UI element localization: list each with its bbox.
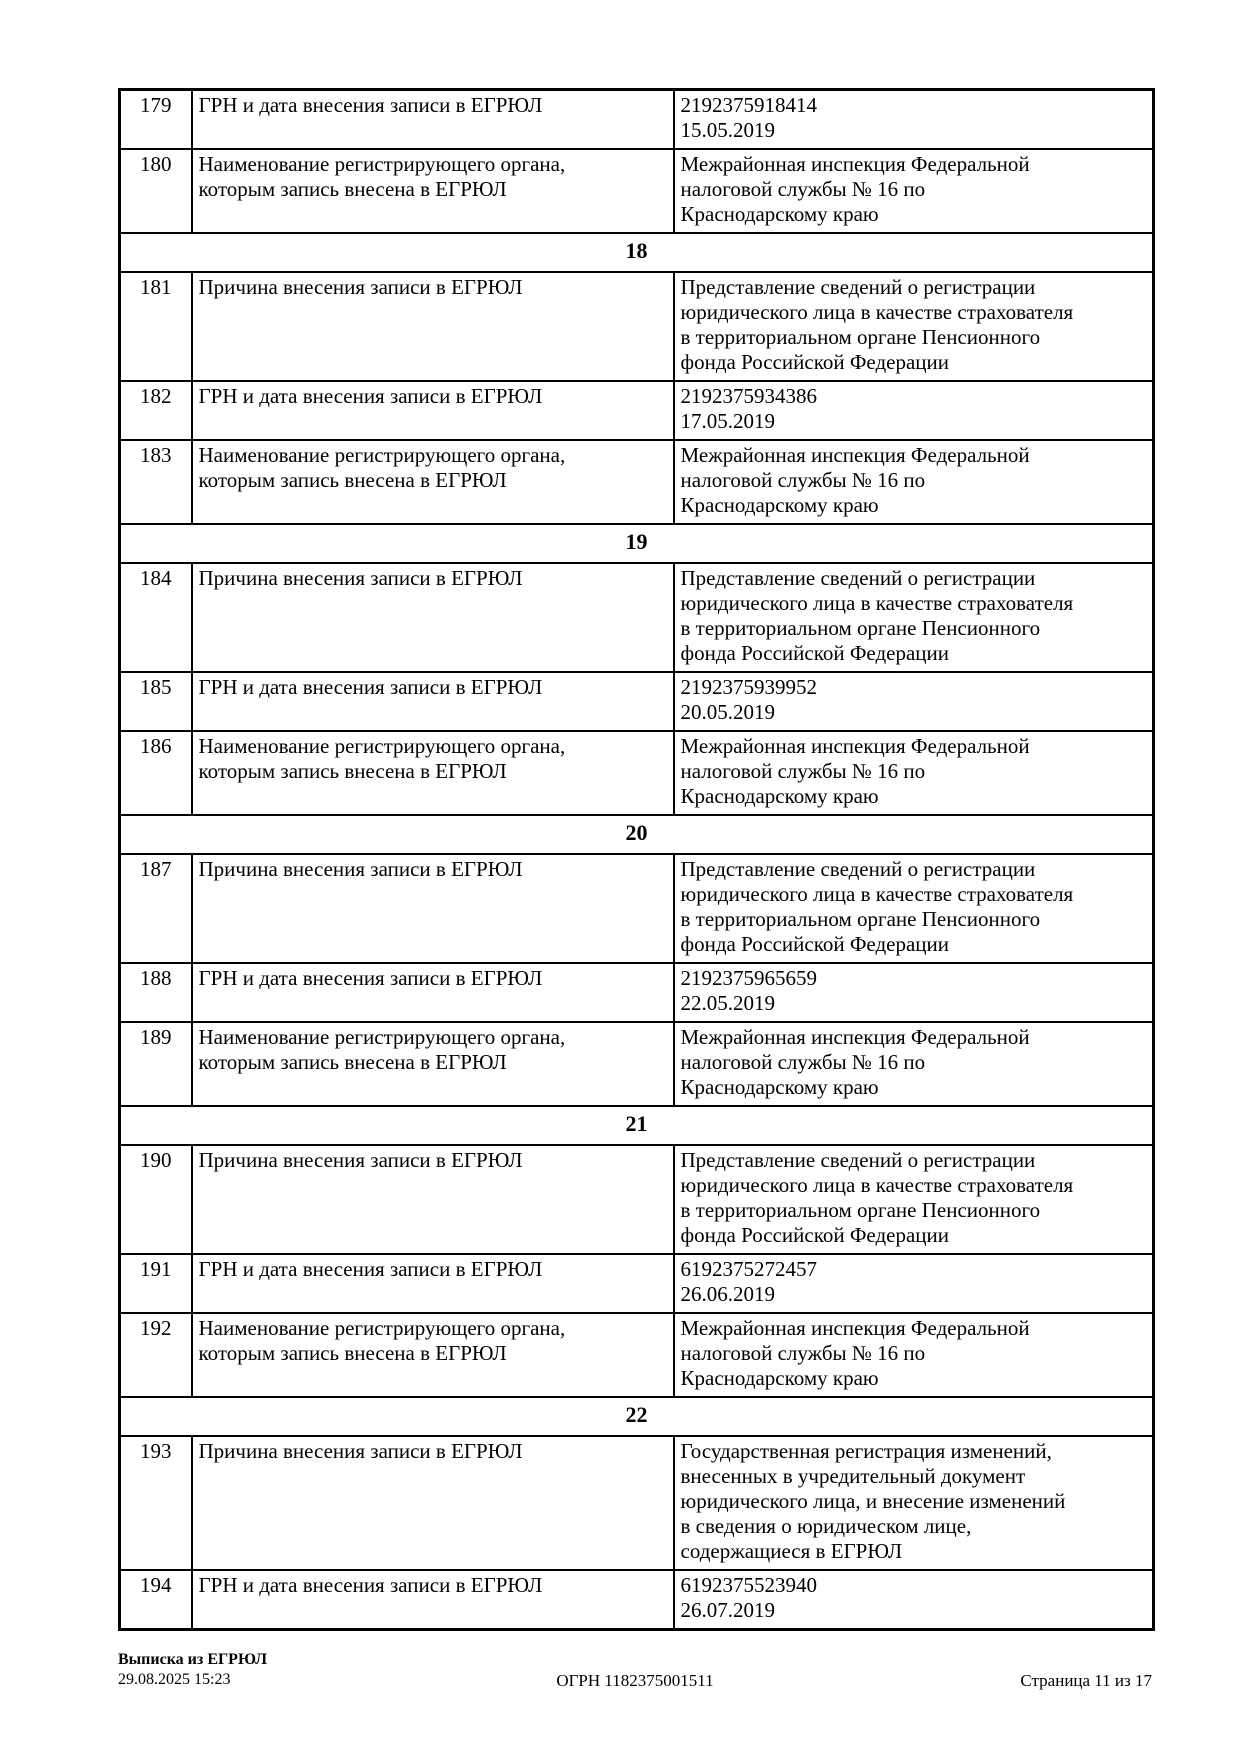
- cell-text-line: 26.06.2019: [680, 1282, 775, 1306]
- cell-text-line: 6192375272457: [680, 1257, 817, 1281]
- section-number: 21: [120, 1106, 1154, 1145]
- cell-text-line: которым запись внесена в ЕГРЮЛ: [198, 759, 507, 783]
- row-value-cell: [674, 440, 1154, 524]
- cell-text-line: ГРН и дата внесения записи в ЕГРЮЛ: [198, 675, 543, 699]
- cell-text-line: в сведения о юридическом лице,: [680, 1514, 972, 1538]
- cell-text-line: Краснодарскому краю: [680, 1075, 879, 1099]
- row-number-cell: 183: [120, 440, 192, 524]
- cell-text-line: которым запись внесена в ЕГРЮЛ: [198, 1050, 507, 1074]
- row-number-cell: 185: [120, 672, 192, 731]
- row-label-cell: [192, 1022, 674, 1106]
- cell-text-line: 22.05.2019: [680, 991, 775, 1015]
- row-value-cell: [674, 563, 1154, 672]
- cell-text-line: фонда Российской Федерации: [680, 350, 950, 374]
- footer-doc-title: Выписка из ЕГРЮЛ: [118, 1651, 268, 1668]
- row-number-cell: 187: [120, 854, 192, 963]
- row-number-cell: 180: [120, 149, 192, 233]
- record-row: [120, 90, 1154, 150]
- cell-text-line: 20.05.2019: [680, 700, 775, 724]
- cell-text-line: Наименование регистрирующего органа,: [198, 443, 566, 467]
- row-value-cell: [674, 1570, 1154, 1630]
- footer-ogrn: ОГРН 1182375001511: [556, 1671, 714, 1690]
- cell-text-line: в территориальном органе Пенсионного: [680, 1198, 1041, 1222]
- cell-text-line: Причина внесения записи в ЕГРЮЛ: [198, 1439, 523, 1463]
- cell-text-line: фонда Российской Федерации: [680, 932, 950, 956]
- record-row: [120, 854, 1154, 963]
- record-row: [120, 1570, 1154, 1630]
- cell-text-line: Наименование регистрирующего органа,: [198, 734, 566, 758]
- cell-text-line: Наименование регистрирующего органа,: [198, 152, 566, 176]
- cell-text-line: которым запись внесена в ЕГРЮЛ: [198, 177, 507, 201]
- cell-text-line: юридического лица в качестве страхователя: [680, 882, 1074, 906]
- cell-text-line: юридического лица в качестве страхователя: [680, 1173, 1074, 1197]
- cell-text-line: Краснодарскому краю: [680, 493, 879, 517]
- cell-text-line: фонда Российской Федерации: [680, 641, 950, 665]
- row-value-cell: [674, 672, 1154, 731]
- cell-text-line: Причина внесения записи в ЕГРЮЛ: [198, 275, 523, 299]
- row-number-cell: 188: [120, 963, 192, 1022]
- cell-text-line: 17.05.2019: [680, 409, 775, 433]
- cell-text-line: в территориальном органе Пенсионного: [680, 325, 1041, 349]
- cell-text-line: Представление сведений о регистрации: [680, 275, 1036, 299]
- row-value-cell: [674, 1022, 1154, 1106]
- row-number-cell: 182: [120, 381, 192, 440]
- footer-generated-datetime: 29.08.2025 15:23: [118, 1671, 231, 1688]
- cell-text-line: 2192375939952: [680, 675, 817, 699]
- section-header-row: [120, 524, 1154, 563]
- cell-text-line: которым запись внесена в ЕГРЮЛ: [198, 1341, 507, 1365]
- record-row: [120, 272, 1154, 381]
- section-header-row: [120, 1106, 1154, 1145]
- footer-page-number: Страница 11 из 17: [1020, 1671, 1152, 1690]
- row-label-cell: [192, 1313, 674, 1397]
- row-label-cell: [192, 1570, 674, 1630]
- row-label-cell: [192, 731, 674, 815]
- row-number-cell: 193: [120, 1436, 192, 1570]
- cell-text-line: налоговой службы № 16 по: [680, 759, 926, 783]
- cell-text-line: Государственная регистрация изменений,: [680, 1439, 1052, 1463]
- row-label-cell: [192, 1436, 674, 1570]
- row-value-cell: [674, 90, 1154, 150]
- row-value-cell: [674, 1313, 1154, 1397]
- row-value-cell: [674, 963, 1154, 1022]
- cell-text-line: Причина внесения записи в ЕГРЮЛ: [198, 1148, 523, 1172]
- row-number-cell: 194: [120, 1570, 192, 1630]
- cell-text-line: Межрайонная инспекция Федеральной: [680, 1316, 1030, 1340]
- cell-text-line: 2192375934386: [680, 384, 817, 408]
- cell-text-line: содержащиеся в ЕГРЮЛ: [680, 1539, 903, 1563]
- record-row: [120, 563, 1154, 672]
- record-row: [120, 1022, 1154, 1106]
- row-value-cell: [674, 149, 1154, 233]
- cell-text-line: Наименование регистрирующего органа,: [198, 1316, 566, 1340]
- cell-text-line: 26.07.2019: [680, 1598, 775, 1622]
- record-row: [120, 1145, 1154, 1254]
- row-label-cell: [192, 963, 674, 1022]
- record-row: [120, 672, 1154, 731]
- cell-text-line: фонда Российской Федерации: [680, 1223, 950, 1247]
- row-label-cell: [192, 672, 674, 731]
- row-value-cell: [674, 731, 1154, 815]
- row-number-cell: 181: [120, 272, 192, 381]
- section-header-row: [120, 815, 1154, 854]
- cell-text-line: Представление сведений о регистрации: [680, 857, 1036, 881]
- row-number-cell: 186: [120, 731, 192, 815]
- row-label-cell: [192, 381, 674, 440]
- cell-text-line: ГРН и дата внесения записи в ЕГРЮЛ: [198, 1573, 543, 1597]
- row-number-cell: 190: [120, 1145, 192, 1254]
- row-value-cell: [674, 1254, 1154, 1313]
- row-number-cell: 179: [120, 90, 192, 150]
- row-label-cell: [192, 149, 674, 233]
- cell-text-line: Наименование регистрирующего органа,: [198, 1025, 566, 1049]
- cell-text-line: Представление сведений о регистрации: [680, 566, 1036, 590]
- cell-text-line: юридического лица в качестве страхователя: [680, 300, 1074, 324]
- cell-text-line: ГРН и дата внесения записи в ЕГРЮЛ: [198, 1257, 543, 1281]
- record-row: [120, 1254, 1154, 1313]
- cell-text-line: Причина внесения записи в ЕГРЮЛ: [198, 566, 523, 590]
- cell-text-line: Краснодарскому краю: [680, 784, 879, 808]
- cell-text-line: налоговой службы № 16 по: [680, 468, 926, 492]
- cell-text-line: налоговой службы № 16 по: [680, 177, 926, 201]
- cell-text-line: Межрайонная инспекция Федеральной: [680, 152, 1030, 176]
- cell-text-line: ГРН и дата внесения записи в ЕГРЮЛ: [198, 966, 543, 990]
- egrul-records-table: [118, 88, 1155, 1631]
- cell-text-line: Краснодарскому краю: [680, 202, 879, 226]
- cell-text-line: 6192375523940: [680, 1573, 817, 1597]
- cell-text-line: в территориальном органе Пенсионного: [680, 907, 1041, 931]
- record-row: [120, 731, 1154, 815]
- cell-text-line: юридического лица, и внесение изменений: [680, 1489, 1066, 1513]
- cell-text-line: ГРН и дата внесения записи в ЕГРЮЛ: [198, 384, 543, 408]
- record-row: [120, 440, 1154, 524]
- row-label-cell: [192, 1254, 674, 1313]
- row-number-cell: 189: [120, 1022, 192, 1106]
- record-row: [120, 149, 1154, 233]
- row-label-cell: [192, 854, 674, 963]
- section-header-row: [120, 233, 1154, 272]
- cell-text-line: которым запись внесена в ЕГРЮЛ: [198, 468, 507, 492]
- record-row: [120, 1313, 1154, 1397]
- section-number: 20: [120, 815, 1154, 854]
- section-number: 18: [120, 233, 1154, 272]
- record-row: [120, 963, 1154, 1022]
- cell-text-line: налоговой службы № 16 по: [680, 1050, 926, 1074]
- record-row: [120, 381, 1154, 440]
- row-value-cell: [674, 854, 1154, 963]
- cell-text-line: 15.05.2019: [680, 118, 775, 142]
- cell-text-line: Причина внесения записи в ЕГРЮЛ: [198, 857, 523, 881]
- row-number-cell: 192: [120, 1313, 192, 1397]
- cell-text-line: внесенных в учредительный документ: [680, 1464, 1026, 1488]
- cell-text-line: Межрайонная инспекция Федеральной: [680, 1025, 1030, 1049]
- row-number-cell: 191: [120, 1254, 192, 1313]
- cell-text-line: Представление сведений о регистрации: [680, 1148, 1036, 1172]
- cell-text-line: Межрайонная инспекция Федеральной: [680, 734, 1030, 758]
- cell-text-line: 2192375918414: [680, 93, 817, 117]
- row-number-cell: 184: [120, 563, 192, 672]
- cell-text-line: юридического лица в качестве страхователя: [680, 591, 1074, 615]
- cell-text-line: ГРН и дата внесения записи в ЕГРЮЛ: [198, 93, 543, 117]
- cell-text-line: в территориальном органе Пенсионного: [680, 616, 1041, 640]
- row-label-cell: [192, 90, 674, 150]
- record-row: [120, 1436, 1154, 1570]
- cell-text-line: 2192375965659: [680, 966, 817, 990]
- section-number: 19: [120, 524, 1154, 563]
- cell-text-line: налоговой службы № 16 по: [680, 1341, 926, 1365]
- row-value-cell: [674, 381, 1154, 440]
- section-number: 22: [120, 1397, 1154, 1436]
- cell-text-line: Краснодарскому краю: [680, 1366, 879, 1390]
- row-label-cell: [192, 440, 674, 524]
- cell-text-line: Межрайонная инспекция Федеральной: [680, 443, 1030, 467]
- row-label-cell: [192, 272, 674, 381]
- row-label-cell: [192, 1145, 674, 1254]
- row-value-cell: [674, 1145, 1154, 1254]
- section-header-row: [120, 1397, 1154, 1436]
- row-label-cell: [192, 563, 674, 672]
- row-value-cell: [674, 272, 1154, 381]
- row-value-cell: [674, 1436, 1154, 1570]
